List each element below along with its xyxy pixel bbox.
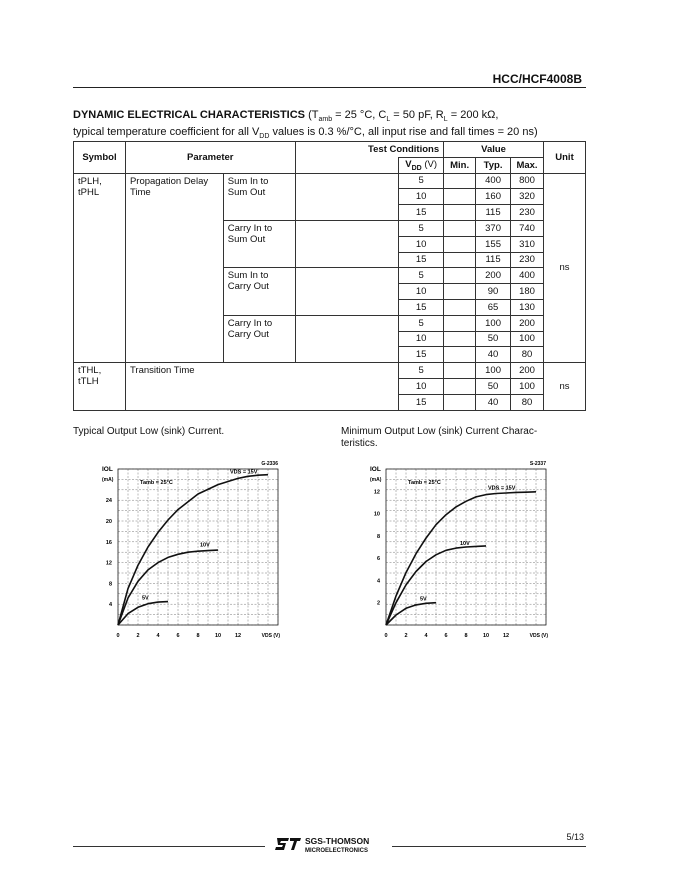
min-cell [444,331,476,347]
condition-cell: Sum In to Sum Out [223,173,295,220]
series-line [386,603,436,625]
condition-cell: Carry In to Carry Out [223,315,295,362]
x-axis-label: VDS (V) [261,633,280,639]
unit-cell: ns [544,173,586,363]
unit-cell: ns [544,363,586,410]
temperature-annotation: Tamb = 25°C [408,480,441,486]
vdd-cell: 5 [399,315,444,331]
chart-code: S-2337 [529,461,546,467]
series-label: 10V [200,542,210,549]
header-rule [73,87,586,88]
condition-blank [295,268,399,315]
x-axis-label: VDS (V) [529,633,548,639]
typ-cell: 115 [476,205,511,221]
typ-cell: 50 [476,378,511,394]
vdd-cell: 10 [399,284,444,300]
max-cell: 200 [511,315,544,331]
x-tick-label: 10 [482,633,490,639]
symbol-text: tTHL, tTLH [78,365,102,388]
col-symbol: Symbol [74,142,126,174]
cond-text: = 200 kΩ, [447,109,499,121]
vdd-sub: DD [411,164,422,172]
y-tick-label: 12 [105,560,112,567]
vdd-cell: 15 [399,299,444,315]
st-logo-mark [275,835,387,853]
y-axis-label: IOL [370,466,381,473]
min-cell [444,363,476,379]
y-tick-label: 6 [376,556,380,563]
parameter-cell: Transition Time [125,363,398,410]
x-tick-label: 8 [464,633,468,639]
max-cell: 80 [511,347,544,363]
y-tick-label: 10 [373,511,380,518]
vdd-unit: (V) [424,158,438,170]
condition-cell: Sum In to Carry Out [223,268,295,315]
condition-blank [295,315,399,362]
series-label: VDS = 15V [230,469,258,476]
cond-sub: L [386,116,391,124]
typ-cell: 115 [476,252,511,268]
max-cell: 230 [511,252,544,268]
vdd-cell: 15 [399,252,444,268]
symbol-cell [74,173,126,363]
footer-rule-right [392,846,586,847]
test-cond-spacer [295,157,399,173]
typ-cell: 370 [476,220,511,236]
vdd-cell: 15 [399,347,444,363]
vdd-cell: 5 [399,173,444,189]
vdd-cell: 10 [399,331,444,347]
min-cell [444,315,476,331]
y-tick-label: 24 [105,498,112,505]
series-line [118,475,268,625]
symbol-text: tPLH, tPHL [78,175,102,198]
vdd-cell: 5 [399,268,444,284]
max-cell: 200 [511,363,544,379]
series-label: VDS = 15V [488,485,516,492]
min-cell [444,189,476,205]
cond-text: = 50 pF, R [390,109,444,121]
x-tick-label: 2 [404,633,408,639]
max-cell: 400 [511,268,544,284]
cond-sub: L [443,116,448,124]
vdd-cell: 5 [399,363,444,379]
heading-bold: DYNAMIC ELECTRICAL CHARACTERISTICS [73,109,306,121]
x-tick-label: 8 [196,633,200,639]
x-tick-label: 12 [502,633,510,639]
max-cell: 740 [511,220,544,236]
vdd-cell: 15 [399,205,444,221]
max-cell: 230 [511,205,544,221]
x-tick-label: 6 [176,633,180,639]
min-cell [444,252,476,268]
max-cell: 800 [511,173,544,189]
typ-cell: 40 [476,347,511,363]
vdd-cell: 15 [399,394,444,410]
x-tick-label: 2 [136,633,140,639]
typical-output-low-current-chart [100,455,290,650]
condition-cell: Carry In to Sum Out [223,220,295,267]
min-cell [444,220,476,236]
document-part-number: HCC/HCF4008B [492,72,582,86]
typ-cell: 400 [476,173,511,189]
vdd-cell: 10 [399,236,444,252]
y-tick-label: 2 [376,600,380,607]
logo-t-shape [290,838,301,850]
brand-bottom: MICROELECTRONICS [305,848,368,853]
x-tick-label: 10 [214,633,222,639]
minimum-output-low-current-chart [368,455,558,650]
temperature-annotation: Tamb = 25°C [140,480,173,486]
cond-sub: amb [318,116,333,124]
logo-s-shape [275,838,289,850]
y-tick-label: 4 [108,602,112,609]
typ-cell: 160 [476,189,511,205]
typ-cell: 200 [476,268,511,284]
min-cell [444,205,476,221]
max-cell: 130 [511,299,544,315]
max-cell: 310 [511,236,544,252]
condition-blank [295,173,399,220]
col-test-conditions: Test Conditions [295,142,444,158]
table-row [74,363,586,379]
max-cell: 100 [511,378,544,394]
max-cell: 180 [511,284,544,300]
vdd-cell: 5 [399,220,444,236]
col-min: Min. [444,157,476,173]
cond-sub: DD [259,133,270,141]
vdd-label: V [405,158,412,170]
y-tick-label: 20 [105,519,112,525]
cond-text: values is 0.3 %/°C, all input rise and fall times = 20 ns) [269,126,538,139]
y-tick-label: 8 [108,581,112,588]
min-cell [444,394,476,410]
table-row [74,173,586,189]
y-axis-unit: (mA) [102,477,114,483]
vdd-cell: 10 [399,378,444,394]
min-cell [444,284,476,300]
typ-cell: 50 [476,331,511,347]
y-axis-unit: (mA) [370,477,382,483]
y-tick-label: 8 [376,533,380,540]
col-unit: Unit [544,142,586,174]
min-cell [444,347,476,363]
x-tick-label: 4 [156,633,160,639]
footer-rule-left [73,846,265,847]
col-typ: Typ. [476,157,511,173]
dynamic-characteristics-heading [73,109,593,143]
condition-blank [295,220,399,267]
cond-text: = 25 °C, C [332,109,387,121]
x-tick-label: 6 [444,633,448,639]
col-max: Max. [511,157,544,173]
series-line [386,492,536,625]
max-cell: 100 [511,331,544,347]
series-label: 5V [142,595,149,602]
min-cell [444,268,476,284]
cond-text: typical temperature coefficient for all V [73,126,260,139]
typ-cell: 100 [476,315,511,331]
series-label: 5V [420,596,427,603]
vdd-cell: 10 [399,189,444,205]
x-tick-label: 12 [234,633,242,639]
max-cell: 80 [511,394,544,410]
x-tick-label: 4 [424,633,428,639]
cond-text: (T [305,109,319,121]
chart-code: G-2336 [261,461,278,467]
parameter-cell: Propagation Delay Time [125,173,223,363]
y-tick-label: 16 [105,539,112,546]
y-tick-label: 12 [373,489,380,496]
series-label: 10V [460,541,470,547]
min-cell [444,299,476,315]
min-cell [444,378,476,394]
x-tick-label: 0 [116,633,120,639]
min-cell [444,173,476,189]
x-tick-label: 0 [384,633,388,639]
right-chart-caption: Minimum Output Low (sink) Current Charac- teristics. [341,426,538,449]
col-parameter: Parameter [125,142,295,174]
min-cell [444,236,476,252]
st-logo [275,835,387,858]
typ-cell: 155 [476,236,511,252]
left-chart-caption: Typical Output Low (sink) Current. [73,426,225,437]
symbol-cell [74,363,126,410]
brand-top: SGS-THOMSON [305,836,370,846]
col-value: Value [444,142,544,158]
dynamic-characteristics-table [73,141,586,411]
page-number: 5/13 [566,832,584,842]
y-axis-label: IOL [102,466,113,473]
max-cell: 320 [511,189,544,205]
typ-cell: 100 [476,363,511,379]
typ-cell: 65 [476,299,511,315]
typ-cell: 40 [476,394,511,410]
y-tick-label: 4 [376,578,380,585]
typ-cell: 90 [476,284,511,300]
col-vdd [399,157,444,173]
